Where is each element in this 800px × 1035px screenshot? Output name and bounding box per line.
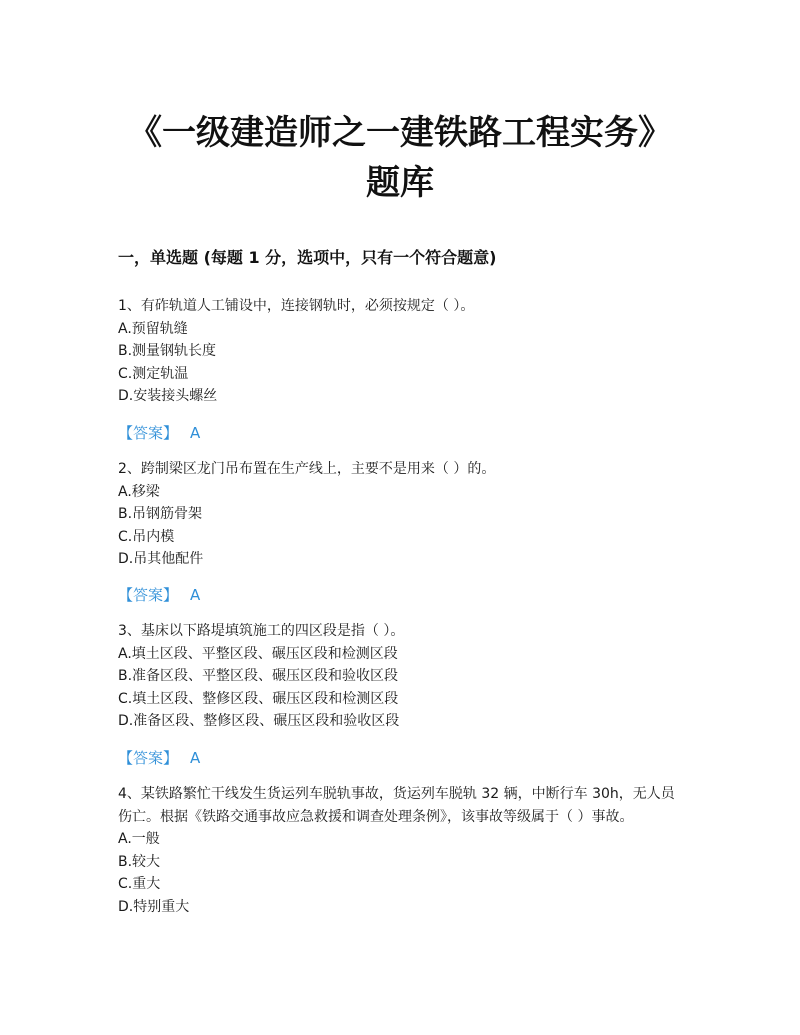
question-stem: 4、某铁路繁忙干线发生货运列车脱轨事故，货运列车脱轨 32 辆，中断行车 30h，无人员伤亡。根据《铁路交通事故应急救援和调查处理条例》，该事故等级属于（ ）事故。 bbox=[118, 786, 675, 825]
option-c: C.填土区段、整修区段、碾压区段和检测区段 bbox=[118, 690, 399, 707]
document-title bbox=[0, 108, 800, 208]
option-b: B.较大 bbox=[118, 853, 161, 870]
question-stem: 3、基床以下路堤填筑施工的四区段是指（ ）。 bbox=[118, 623, 405, 639]
option-b: B.吊钢筋骨架 bbox=[118, 506, 203, 522]
answer-label: 【答案】 bbox=[118, 586, 179, 604]
question-2 bbox=[118, 458, 688, 571]
answer-label: 【答案】 bbox=[118, 749, 179, 767]
option-b: B.准备区段、平整区段、碾压区段和验收区段 bbox=[118, 668, 399, 684]
answer-3 bbox=[118, 747, 200, 768]
answer-2 bbox=[118, 584, 200, 605]
question-4 bbox=[118, 783, 688, 918]
question-stem: 1、有砟轨道人工铺设中，连接钢轨时，必须按规定（ ）。 bbox=[118, 298, 475, 314]
option-a: A.一般 bbox=[118, 831, 160, 847]
option-a: A.填土区段、平整区段、碾压区段和检测区段 bbox=[118, 645, 398, 662]
option-d: D.准备区段、整修区段、碾压区段和验收区段 bbox=[118, 713, 400, 729]
option-a: A.预留轨缝 bbox=[118, 320, 188, 337]
section-heading: 一，单选题 (每题 1 分，选项中，只有一个符合题意) bbox=[118, 248, 497, 267]
option-a: A.移梁 bbox=[118, 483, 160, 500]
question-stem: 2、跨制梁区龙门吊布置在生产线上，主要不是用来（ ）的。 bbox=[118, 461, 496, 477]
answer-value: A bbox=[190, 749, 201, 767]
option-d: D.安装接头螺丝 bbox=[118, 388, 218, 404]
answer-value: A bbox=[190, 586, 201, 604]
option-c: C.测定轨温 bbox=[118, 365, 189, 382]
answer-label: 【答案】 bbox=[118, 424, 179, 442]
option-c: C.吊内模 bbox=[118, 528, 175, 545]
title-line-2: 题库 bbox=[366, 163, 434, 203]
question-3 bbox=[118, 620, 688, 733]
question-1 bbox=[118, 295, 688, 408]
answer-value: A bbox=[190, 424, 201, 442]
answer-1 bbox=[118, 422, 200, 443]
option-d: D.特别重大 bbox=[118, 898, 190, 915]
option-d: D.吊其他配件 bbox=[118, 551, 204, 567]
option-c: C.重大 bbox=[118, 876, 161, 892]
option-b: B.测量钢轨长度 bbox=[118, 343, 217, 359]
title-line-1: 《一级建造师之一建铁路工程实务》 bbox=[128, 113, 672, 153]
